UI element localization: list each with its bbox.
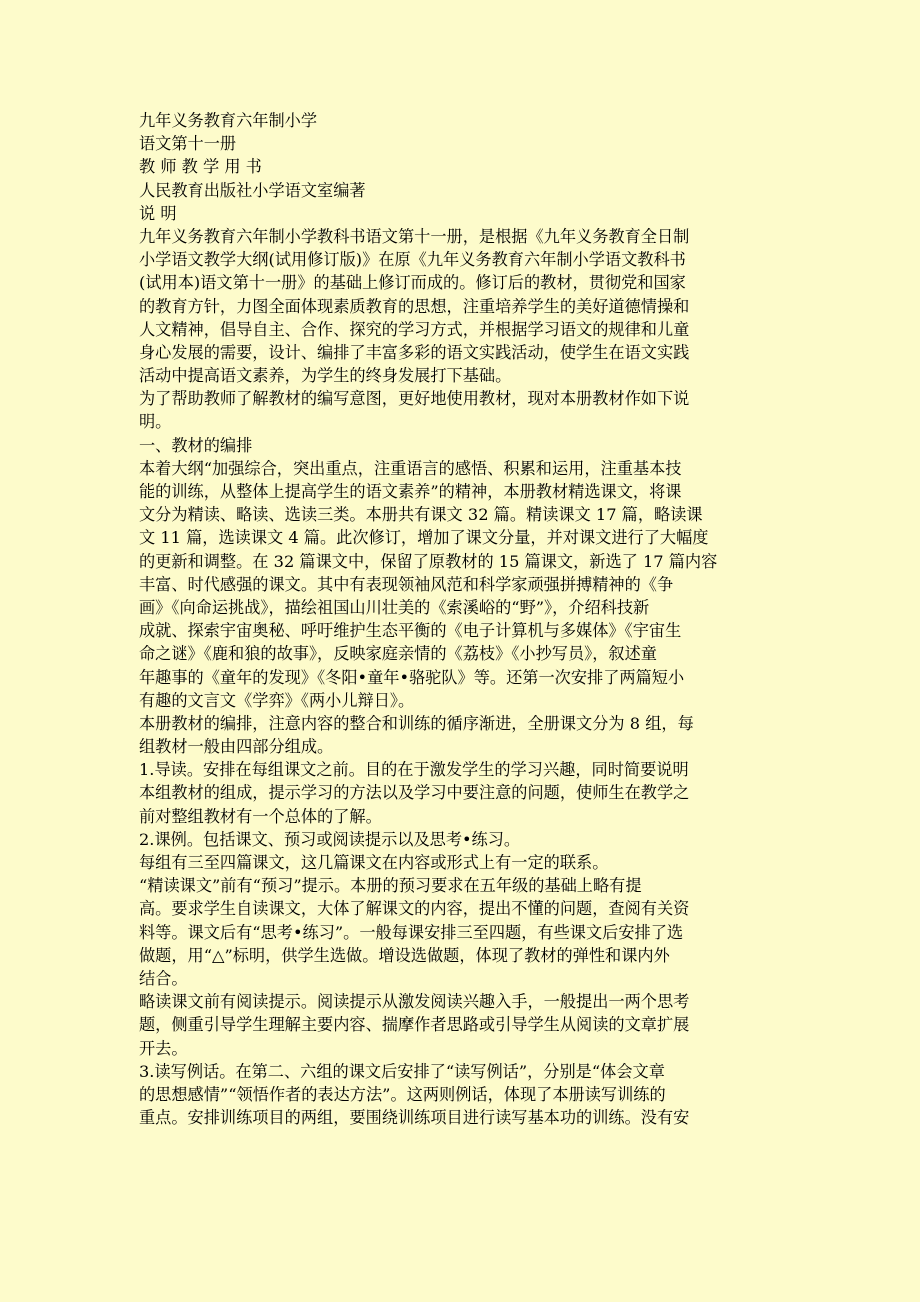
header-publisher-line: 人民教育出版社小学语文室编著: [139, 180, 366, 200]
text-line: 年趣事的《童年的发现》《冬阳•童年•骆驼队》等。还第一次安排了两篇短小: [139, 667, 685, 687]
text-line: 1.导读。安排在每组课文之前。目的在于激发学生的学习兴趣，同时简要说明: [139, 760, 689, 780]
text-line: 题，侧重引导学生理解主要内容、揣摩作者思路或引导学生从阅读的文章扩展: [139, 1015, 690, 1035]
text-line: (试用本)语文第十一册》的基础上修订而成的。修订后的教材，贯彻党和国家: [139, 273, 686, 293]
text-line: 开去。: [139, 1038, 188, 1058]
text-line: 九年义务教育六年制小学教科书语文第十一册，是根据《九年义务教育全日制: [139, 226, 690, 246]
text-line: 明。: [139, 412, 172, 432]
section-heading-arrangement: 一、教材的编排: [139, 435, 253, 455]
text-line: 结合。: [139, 968, 188, 988]
text-line: 组教材一般由四部分组成。: [139, 737, 334, 757]
text-line: 命之谜》《鹿和狼的故事》，反映家庭亲情的《荔枝》《小抄写员》，叙述童: [139, 644, 657, 664]
text-line: 有趣的文言文《学弈》《两小儿辩日》。: [139, 690, 415, 710]
text-line: 3.读写例话。在第二、六组的课文后安排了“读写例话”，分别是“体会文章: [139, 1061, 665, 1081]
text-line: 本组教材的组成，提示学习的方法以及学习中要注意的问题，使师生在教学之: [139, 783, 690, 803]
text-line: 的更新和调整。在 32 篇课文中，保留了原教材的 15 篇课文，新选了 17 篇内容: [139, 551, 718, 571]
text-line: 小学语文教学大纲(试用修订版)》在原《九年义务教育六年制小学语文教科书: [139, 250, 686, 270]
text-line: 为了帮助教师了解教材的编写意图，更好地使用教材，现对本册教材作如下说: [139, 389, 690, 409]
header-book-title: 教 师 教 学 用 书: [139, 157, 262, 177]
text-line: 的教育方针，力图全面体现素质教育的思想，注重培养学生的美好道德情操和: [139, 296, 690, 316]
text-line: 活动中提高语文素养，为学生的终身发展打下基础。: [139, 366, 512, 386]
text-line: “精读课文”前有“预习”提示。本册的预习要求在五年级的基础上略有提: [139, 876, 642, 896]
text-line: 文分为精读、略读、选读三类。本册共有课文 32 篇。精读课文 17 篇，略读课: [139, 505, 703, 525]
header-volume-line: 语文第十一册: [139, 134, 237, 154]
text-line: 料等。课文后有“思考•练习”。一般每课安排三至四题，有些课文后安排了选: [139, 922, 684, 942]
text-line: 画》《向命运挑战》，描绘祖国山川壮美的《索溪峪的“野”》，介绍科技新: [139, 597, 650, 617]
header-series-line: 九年义务教育六年制小学: [139, 111, 318, 130]
text-line: 高。要求学生自读课文，大体了解课文的内容，提出不懂的问题，查阅有关资: [139, 899, 690, 919]
text-line: 本着大纲“加强综合，突出重点，注重语言的感悟、积累和运用，注重基本技: [139, 458, 682, 478]
text-line: 本册教材的编排，注意内容的整合和训练的循序渐进，全册课文分为 8 组，每: [139, 713, 694, 733]
section-heading-explanation: 说 明: [139, 203, 177, 223]
text-line: 的思想感情”“领悟作者的表达方法”。这两则例话，体现了本册读写训练的: [139, 1084, 666, 1104]
text-line: 文 11 篇，选读课文 4 篇。此次修订，增加了课文分量，并对课文进行了大幅度: [139, 528, 709, 548]
text-line: 重点。安排训练项目的两组，要围绕训练项目进行读写基本功的训练。没有安: [139, 1108, 690, 1128]
document-body: [139, 109, 784, 1129]
text-line: 前对整组教材有一个总体的了解。: [139, 806, 382, 826]
text-line: 身心发展的需要，设计、编排了丰富多彩的语文实践活动，使学生在语文实践: [139, 342, 690, 362]
text-line: 做题，用“△”标明，供学生选做。增设选做题，体现了教材的弹性和课内外: [139, 945, 670, 965]
text-line: 2.课例。包括课文、预习或阅读提示以及思考•练习。: [139, 829, 521, 849]
text-line: 每组有三至四篇课文，这几篇课文在内容或形式上有一定的联系。: [139, 853, 609, 872]
text-line: 人文精神，倡导自主、合作、探究的学习方式，并根据学习语文的规律和儿童: [139, 319, 690, 339]
text-line: 略读课文前有阅读提示。阅读提示从激发阅读兴趣入手，一般提出一两个思考: [139, 992, 690, 1012]
text-line: 丰富、时代感强的课文。其中有表现领袖风范和科学家顽强拼搏精神的《争: [139, 574, 674, 594]
text-line: 能的训练，从整体上提高学生的语文素养”的精神，本册教材精选课文，将课: [139, 482, 682, 501]
text-line: 成就、探索宇宙奥秘、呼吁维护生态平衡的《电子计算机与多媒体》《宇宙生: [139, 621, 682, 641]
